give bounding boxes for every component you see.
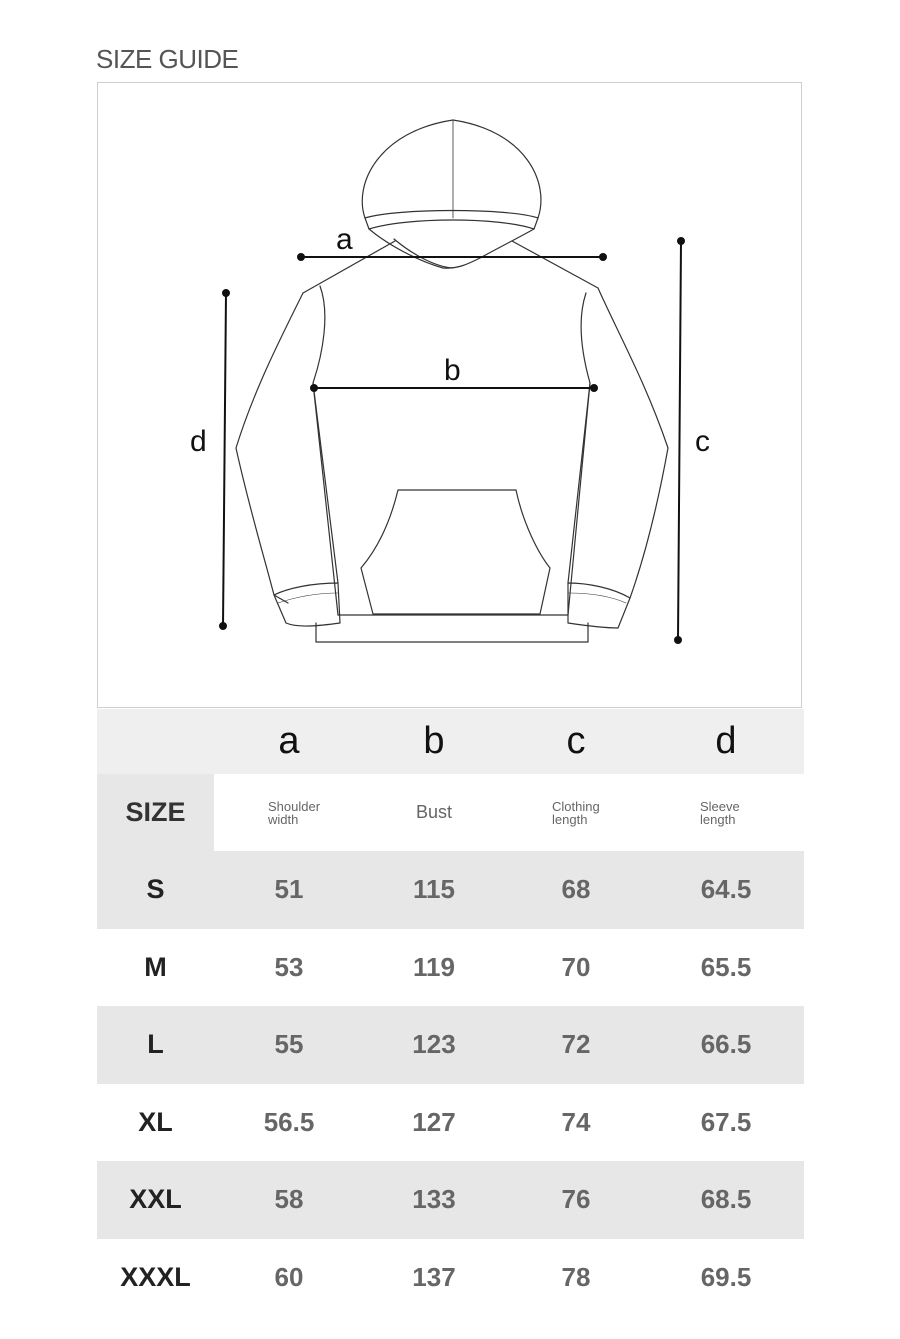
col-label-line1: Clothing xyxy=(552,798,600,814)
left-sleeve xyxy=(236,293,303,603)
letter-b: b xyxy=(423,720,445,762)
table-row xyxy=(97,929,804,1007)
value-c: 68 xyxy=(561,874,591,905)
value-d: 69.5 xyxy=(700,1261,752,1292)
size-table xyxy=(97,709,804,1316)
size-cell: XXL xyxy=(129,1184,182,1215)
label-header-row xyxy=(97,774,804,851)
value-b: 123 xyxy=(412,1029,456,1060)
size-cell: S xyxy=(146,874,165,905)
table-row xyxy=(97,1084,804,1162)
hoodie-diagram xyxy=(97,82,802,708)
right-cuff-rib xyxy=(568,593,626,603)
size-cell: XL xyxy=(138,1106,173,1137)
value-d: 64.5 xyxy=(700,874,752,905)
value-c: 76 xyxy=(561,1184,591,1215)
letter-header-row xyxy=(97,709,804,774)
neckline-inner xyxy=(394,239,453,268)
page-title: SIZE GUIDE xyxy=(96,44,239,74)
value-d: 67.5 xyxy=(700,1106,752,1137)
label-a: a xyxy=(336,223,353,256)
col-label-line2: length xyxy=(552,811,588,827)
value-c: 72 xyxy=(561,1029,591,1060)
measure-line-d xyxy=(223,293,226,626)
table-row xyxy=(97,851,804,929)
value-a: 53 xyxy=(274,951,304,982)
value-b: 127 xyxy=(412,1106,456,1137)
label-b: b xyxy=(444,354,461,387)
col-label-clothing xyxy=(504,800,648,826)
hood-outline xyxy=(362,120,541,218)
body-right-side xyxy=(568,383,590,615)
body-left-side xyxy=(313,383,338,615)
left-cuff-rib xyxy=(278,593,338,603)
value-b: 137 xyxy=(412,1261,456,1292)
letter-c: c xyxy=(566,720,586,762)
table-row xyxy=(97,1239,804,1317)
pocket xyxy=(361,490,550,614)
hood-brim xyxy=(365,211,538,230)
value-a: 58 xyxy=(274,1184,304,1215)
hoodie-illustration xyxy=(98,83,803,709)
col-label-line1: Sleeve xyxy=(700,798,740,814)
right-cuff xyxy=(568,583,630,628)
neckline xyxy=(369,229,534,268)
waistband xyxy=(316,623,588,642)
size-cell: M xyxy=(144,951,167,982)
value-a: 55 xyxy=(274,1029,304,1060)
size-cell: L xyxy=(147,1029,164,1060)
label-d: d xyxy=(190,425,207,458)
size-header: SIZE xyxy=(97,774,214,851)
left-cuff xyxy=(274,583,340,626)
value-c: 74 xyxy=(561,1106,591,1137)
letter-d: d xyxy=(715,720,737,762)
right-sleeve xyxy=(598,288,668,598)
col-label-bust: Bust xyxy=(415,802,453,822)
col-label-line1: Shoulder xyxy=(268,798,321,814)
value-b: 115 xyxy=(413,874,455,905)
size-cell: XXXL xyxy=(120,1261,191,1292)
table-row xyxy=(97,1161,804,1239)
value-a: 60 xyxy=(274,1261,304,1292)
col-label-shoulder xyxy=(214,800,364,826)
value-c: 70 xyxy=(561,951,591,982)
col-label-sleeve xyxy=(648,800,804,826)
left-sleeve-inner xyxy=(313,286,338,583)
table-row xyxy=(97,1006,804,1084)
label-c: c xyxy=(695,425,710,458)
col-label-line2: width xyxy=(268,811,299,827)
value-c: 78 xyxy=(561,1261,591,1292)
measure-line-c xyxy=(678,241,681,640)
value-a: 51 xyxy=(274,874,304,905)
value-b: 119 xyxy=(413,951,455,982)
letter-a: a xyxy=(278,720,300,762)
value-b: 133 xyxy=(412,1184,456,1215)
right-sleeve-inner xyxy=(568,293,590,583)
right-shoulder xyxy=(512,241,598,288)
value-d: 68.5 xyxy=(700,1184,752,1215)
value-d: 65.5 xyxy=(700,951,752,982)
col-label-line2: length xyxy=(700,811,736,827)
value-d: 66.5 xyxy=(700,1029,752,1060)
value-a: 56.5 xyxy=(263,1106,315,1137)
